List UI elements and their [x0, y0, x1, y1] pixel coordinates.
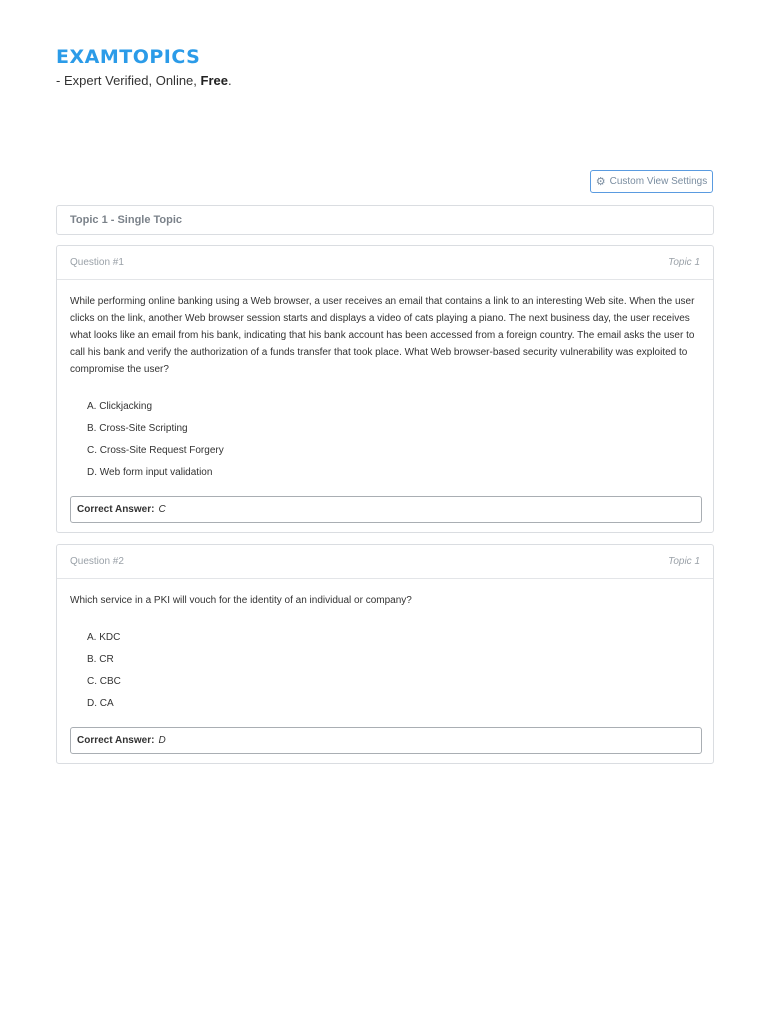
- question-card: [56, 245, 714, 533]
- custom-view-settings-button[interactable]: [590, 170, 713, 193]
- gear-icon: ⚙: [595, 176, 606, 188]
- tagline-suffix: .: [227, 73, 232, 88]
- choice-c[interactable]: C. CBC: [87, 676, 121, 687]
- choice-d[interactable]: D. CA: [87, 698, 114, 709]
- question-body: [57, 293, 713, 523]
- question-header: [57, 545, 713, 579]
- tagline-prefix: - Expert Verified, Online,: [56, 73, 201, 88]
- correct-answer-value: C: [158, 504, 166, 515]
- question-number: Question #2: [70, 556, 124, 567]
- question-topic: Topic 1: [668, 257, 700, 268]
- topic-header-title: Topic 1 - Single Topic: [70, 214, 183, 226]
- question-text: Which service in a PKI will vouch for the identity of an individual or company?: [70, 595, 412, 606]
- correct-answer-value: D: [158, 735, 166, 746]
- choice-a[interactable]: A. KDC: [87, 632, 121, 643]
- question-topic: Topic 1: [668, 556, 700, 567]
- correct-answer-label: Correct Answer:: [77, 735, 155, 746]
- question-text: While performing online banking using a Web browser, a user receives an email that contains a link to an interesting Web site. When the user clicks on the link, another Web browser session starts and displays a video of cats playing a piano. The next business day, the user receives what looks like an email from his bank, indicating that his bank account has been accessed from a foreign country. The email asks the user to call his bank and verify the authorization of a funds transfer that took place. What Web browser-based security vulnerability was exploited to compromise the user?: [70, 296, 695, 375]
- choice-list: [70, 627, 700, 715]
- tagline: [56, 73, 232, 88]
- custom-view-settings-label: Custom View Settings: [609, 176, 708, 187]
- correct-answer-box: [70, 496, 702, 523]
- question-card: [56, 544, 714, 764]
- choice-b[interactable]: B. Cross-Site Scripting: [87, 423, 188, 434]
- question-header: [57, 246, 713, 280]
- choice-list: [70, 396, 700, 484]
- choice-c[interactable]: C. Cross-Site Request Forgery: [87, 445, 224, 456]
- correct-answer-box: [70, 727, 702, 754]
- choice-b[interactable]: B. CR: [87, 654, 114, 665]
- question-body: [57, 592, 713, 754]
- choice-d[interactable]: D. Web form input validation: [87, 467, 213, 478]
- correct-answer-label: Correct Answer:: [77, 504, 155, 515]
- choice-a[interactable]: A. Clickjacking: [87, 401, 153, 412]
- question-number: Question #1: [70, 257, 124, 268]
- examtopics-logo[interactable]: EXAMTOPICS: [56, 46, 201, 68]
- topic-header: [56, 205, 714, 235]
- tagline-free: Free: [200, 73, 228, 88]
